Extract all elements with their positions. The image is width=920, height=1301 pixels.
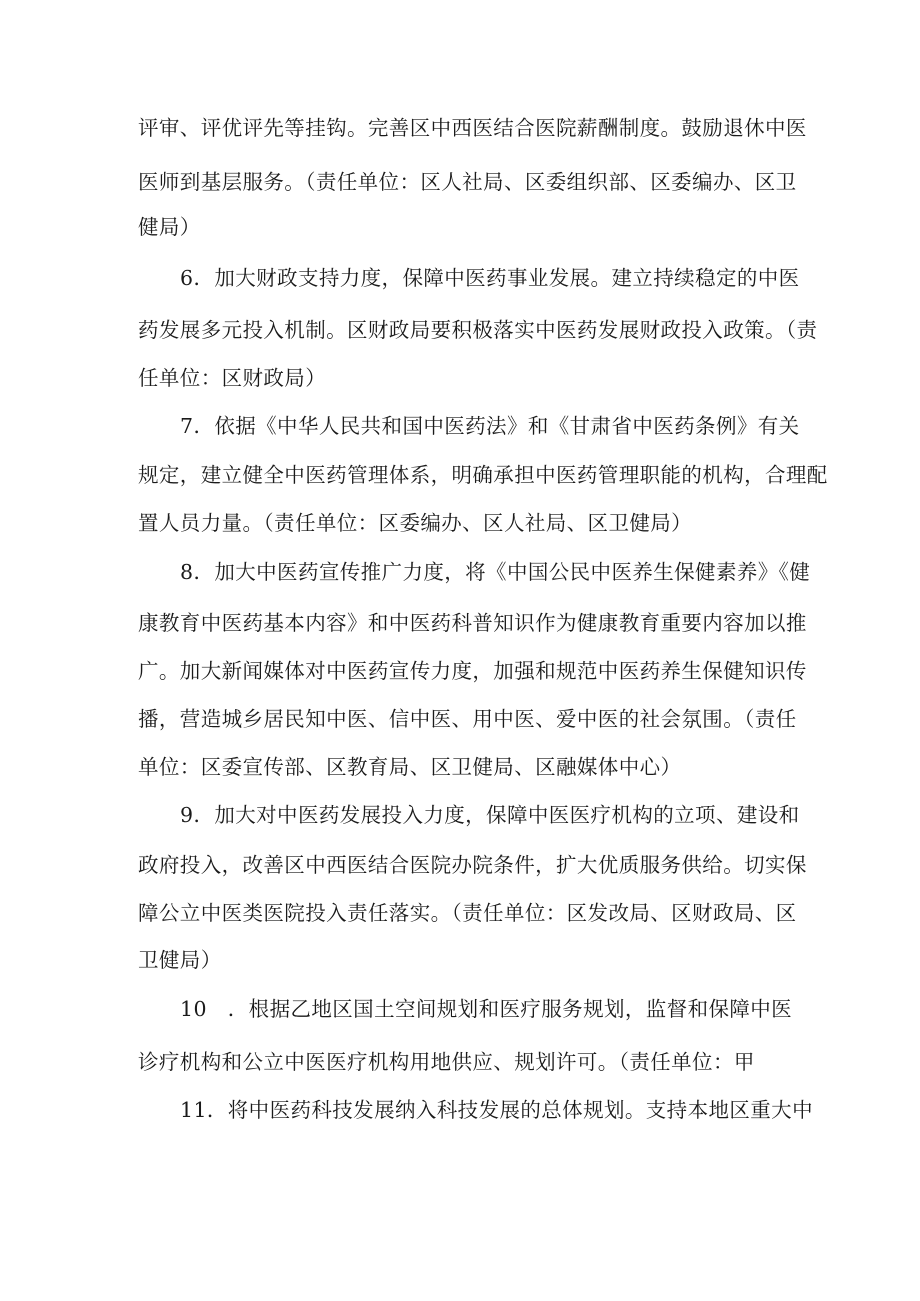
text-line: 广。加大新闻媒体对中医药宣传力度，加强和规范中医药养生保健知识传 <box>138 659 807 683</box>
text-line: 播，营造城乡居民知中医、信中医、用中医、爱中医的社会氛围。（责任 <box>138 707 797 731</box>
text-line: 11．将中医药科技发展纳入科技发展的总体规划。支持本地区重大中 <box>180 1098 813 1122</box>
text-line: 6．加大财政支持力度，保障中医药事业发展。建立持续稳定的中医 <box>180 266 800 290</box>
text-line: 政府投入，改善区中西医结合医院办院条件，扩大优质服务供给。切实保 <box>138 853 807 877</box>
text-line: 8．加大中医药宣传推广力度，将《中国公民中医养生保健素养》《健 <box>180 560 811 584</box>
text-line: 卫健局） <box>138 948 222 972</box>
text-line: 医师到基层服务。（责任单位：区人社局、区委组织部、区委编办、区卫 <box>138 170 797 194</box>
text-line: 10 ．根据乙地区国土空间规划和医疗服务规划，监督和保障中医 <box>180 997 793 1021</box>
text-line: 健局） <box>138 215 201 239</box>
text-line: 置人员力量。（责任单位：区委编办、区人社局、区卫健局） <box>138 511 693 535</box>
text-line: 单位：区委宣传部、区教育局、区卫健局、区融媒体中心） <box>138 755 682 779</box>
text-line: 评审、评优评先等挂钩。完善区中西医结合医院薪酬制度。鼓励退休中医 <box>138 116 807 140</box>
text-line: 规定，建立健全中医药管理体系，明确承担中医药管理职能的机构，合理配 <box>138 463 828 487</box>
text-line: 障公立中医类医院投入责任落实。（责任单位：区发改局、区财政局、区 <box>138 901 797 925</box>
text-line: 任单位：区财政局） <box>138 366 327 390</box>
text-line: 诊疗机构和公立中医医疗机构用地供应、规划许可。（责任单位：甲 <box>138 1050 755 1074</box>
text-line: 9．加大对中医药发展投入力度，保障中医医疗机构的立项、建设和 <box>180 803 800 827</box>
text-line: 康教育中医药基本内容》和中医药科普知识作为健康教育重要内容加以推 <box>138 611 807 635</box>
text-line: 7．依据《中华人民共和国中医药法》和《甘肃省中医药条例》有关 <box>180 414 800 438</box>
text-line: 药发展多元投入机制。区财政局要积极落实中医药发展财政投入政策。（责 <box>138 318 818 342</box>
